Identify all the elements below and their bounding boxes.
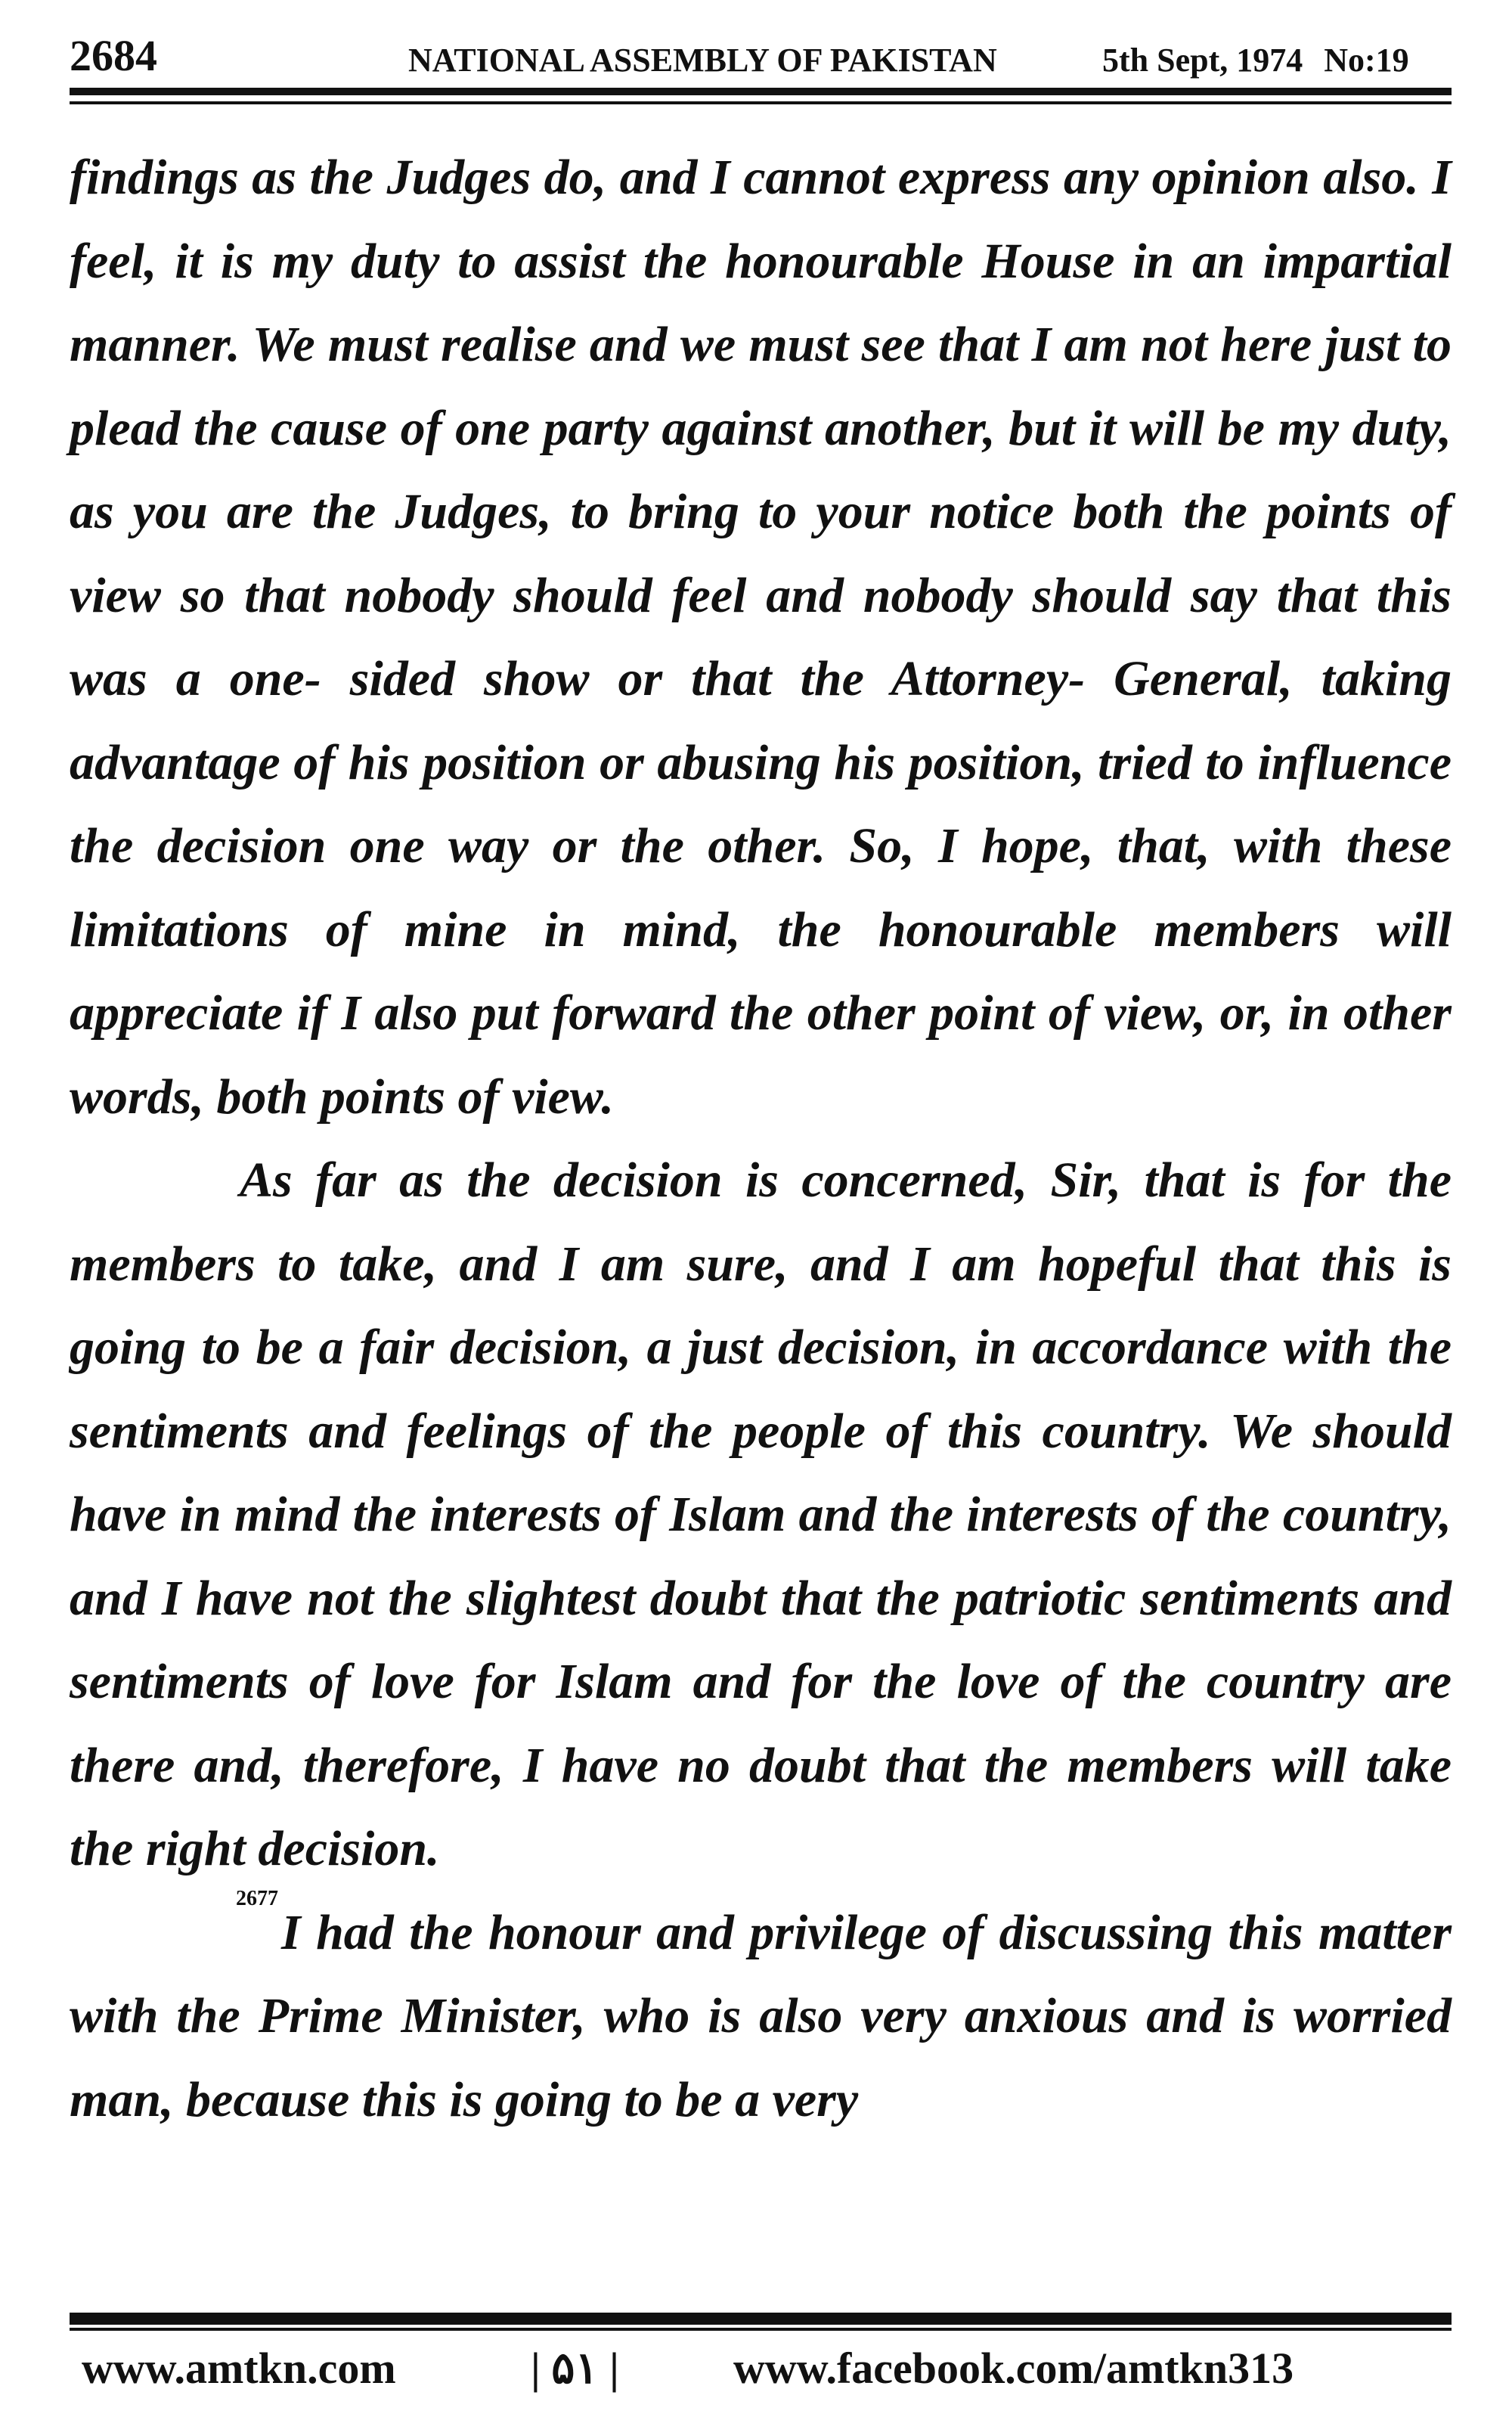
footer-rule-thin xyxy=(70,2328,1452,2331)
header-rule-thick xyxy=(70,88,1452,95)
paragraph-2: As far as the decision is concerned, Sir, that is for the members to take, and I am sure, and I am hopeful that this is going to be a fair decision, a just decision, in accordance with the sentiments and feelings of the people of this country. We should have in mind the interests of Islam and the interests of the country, and I have not the slightest doubt that the patriotic sentiments and sentiments of love for Islam and for the love of the country are there and, therefore, I have no doubt that the members will take the right decision. xyxy=(70,1153,1452,1876)
paragraph-1: findings as the Judges do, and I cannot express any opinion also. I feel, it is my duty to assist the honourable House in an impartial manner. We must realise and we must see that I am not here just to plead the cause of one party against another, but it will be my duty, as you are the Judges, to bring to your notice both the points of view so that nobody should feel and nobody should say that this was a one- sided show or that the Attorney- General, taking advantage of his position or abusing his position, tried to influence the decision one way or the other. So, I hope, that, with these limitations of mine in mind, the honourable members will appreciate if I also put forward the other point of view, or, in other words, both points of view. xyxy=(70,150,1452,1125)
paragraph-3-text: I had the honour and privilege of discussing this matter with the Prime Minister, who is also very anxious and is worried man, because this is going to be a very xyxy=(70,1904,1452,2127)
footer-website-link[interactable]: www.amtkn.com xyxy=(82,2344,396,2393)
page-number: 2684 xyxy=(70,31,157,80)
footer-separator-right: | xyxy=(609,2344,619,2393)
footer-page-mark-text: ۵۱ xyxy=(551,2344,599,2393)
header-rule-thin xyxy=(70,101,1452,104)
header-title: NATIONAL ASSEMBLY OF PAKISTAN xyxy=(408,42,997,79)
footer-page-mark xyxy=(531,2341,619,2396)
header-date-issue xyxy=(1102,42,1409,79)
header-date: 5th Sept, 1974 xyxy=(1102,42,1303,79)
footnote-reference: 2677 xyxy=(236,1886,278,1910)
footer-rule-thick xyxy=(70,2313,1452,2325)
footer-facebook-link[interactable]: www.facebook.com/amtkn313 xyxy=(733,2344,1294,2393)
page-header xyxy=(70,29,1452,83)
page-footer xyxy=(82,2341,1450,2396)
paragraph-3 xyxy=(70,1886,1452,2142)
page-body xyxy=(70,136,1452,2299)
header-issue: No:19 xyxy=(1324,42,1409,79)
footer-separator-left: | xyxy=(531,2344,541,2393)
